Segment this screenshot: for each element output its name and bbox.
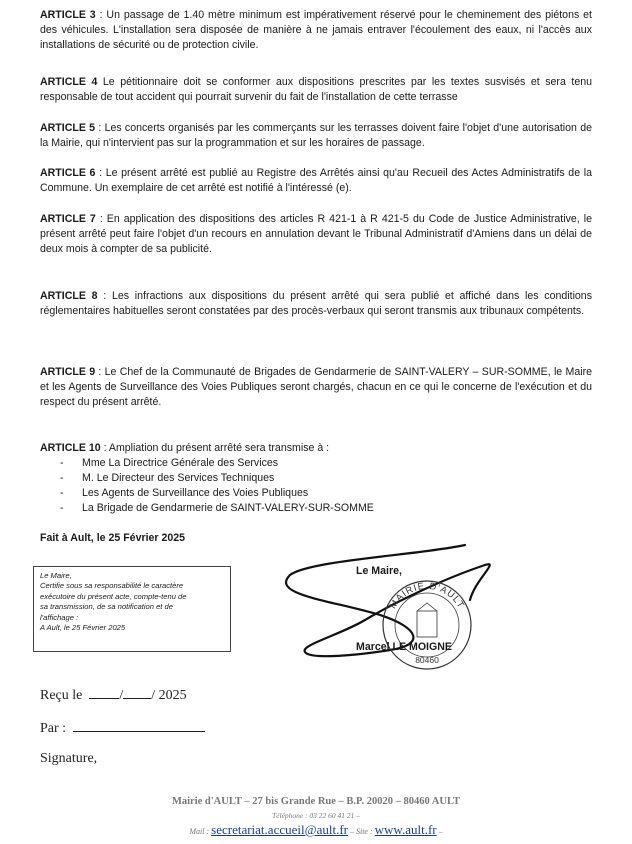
article-8 xyxy=(40,289,592,319)
article-6-number: ARTICLE 6 xyxy=(40,167,96,179)
received-by-label: Par : xyxy=(40,721,67,736)
certification-line: l'affichage : xyxy=(40,612,79,622)
article-10-number: ARTICLE 10 xyxy=(40,442,101,454)
article-3 xyxy=(40,8,592,53)
signatory-first-name: Marcel xyxy=(356,641,393,653)
place-date: Fait à Ault, le 25 Février 2025 xyxy=(40,532,186,544)
mail-label: Mail : xyxy=(189,827,212,836)
received-separator: / xyxy=(119,688,124,703)
footer-address: Mairie d'AULT – 27 bis Grande Rue – B.P. 20020 – 80460 AULT xyxy=(171,796,461,807)
article-4 xyxy=(40,75,592,105)
signatory-name xyxy=(356,641,452,653)
list-item: - Mme La Directrice Générale des Services xyxy=(60,456,374,471)
received-by-line xyxy=(40,719,205,737)
article-9 xyxy=(40,365,592,410)
certification-line: Certifie sous sa responsabilité le caractère xyxy=(40,581,184,591)
site-link[interactable]: www.ault.fr xyxy=(374,822,437,837)
list-item: - M. Le Directeur des Services Techniques xyxy=(60,471,374,486)
article-7 xyxy=(40,212,592,257)
received-day-field[interactable] xyxy=(89,686,119,699)
certification-box xyxy=(33,566,231,652)
list-item: - La Brigade de Gendarmerie de SAINT-VALERY-SUR-SOMME xyxy=(60,501,374,516)
list-item: - Les Agents de Surveillance des Voies Publiques xyxy=(60,486,374,501)
signature-label: Signature, xyxy=(40,751,98,766)
article-5 xyxy=(40,121,592,151)
article-9-text: : Le Chef de la Communauté de Brigades de Gendarmerie de SAINT-VALERY – SUR-SOMME, le Maire et les Agents de Surveillance des Voies Publiques seront chargés, chacun en ce qui le concerne de l'exécution et du respect du présent arrêté. xyxy=(40,366,592,408)
article-4-number: ARTICLE 4 xyxy=(40,76,98,88)
footer-tail: – xyxy=(436,827,443,836)
mail-link[interactable]: secretariat.accueil@ault.fr xyxy=(211,822,348,837)
stamp-code: 80460 xyxy=(415,655,439,665)
footer-phone: Téléphone : 03 22 60 41 21 – xyxy=(271,811,361,820)
article-4-text: Le pétitionnaire doit se conformer aux dispositions prescrites par les textes susvisés et sera tenu responsable de tout accident qui pourrait survenir du fait de l'installation de cette terrasse xyxy=(40,76,592,103)
certification-line: A Ault, le 25 Février 2025 xyxy=(40,623,126,633)
article-6 xyxy=(40,166,592,196)
signatory-last-name: LE MOIGNE xyxy=(392,641,452,653)
article-7-number: ARTICLE 7 xyxy=(40,213,96,225)
svg-text:MAIRIE D'AULT xyxy=(388,581,467,611)
signatory-title: Le Maire, xyxy=(356,565,402,577)
signature-and-stamp xyxy=(270,540,510,685)
received-by-field[interactable] xyxy=(73,719,205,732)
received-date-line xyxy=(40,686,187,704)
certification-line: exécutoire du présent acte, compte-tenu de xyxy=(40,591,187,601)
received-year: / 2025 xyxy=(151,688,187,703)
site-label: – Site : xyxy=(347,827,375,836)
article-8-text: : Les infractions aux dispositions du présent arrêté qui sera publié et affiché dans les conditions réglementaires habituelles seront constatées par des procès-verbaux qui seront transmis aux tribunaux compétents. xyxy=(40,290,592,317)
article-8-number: ARTICLE 8 xyxy=(40,290,98,302)
stamp-text: MAIRIE D'AULT xyxy=(387,580,467,611)
certification-line: sa transmission, de sa notification et de xyxy=(40,602,173,612)
received-month-field[interactable] xyxy=(123,686,151,699)
town-hall-stamp xyxy=(383,581,471,669)
article-5-number: ARTICLE 5 xyxy=(40,122,96,134)
article-5-text: : Les concerts organisés par les commerçants sur les terrasses doivent faire l'objet d'une autorisation de la Mairie, qui n'intervient pas sur la programmation et sur les horaires de passage. xyxy=(40,122,592,149)
article-6-text: : Le présent arrêté est publié au Registre des Arrêtés ainsi qu'au Recueil des Actes Administratifs de la Commune. Un exemplaire de cet arrêté est notifié à l'intéressé (e). xyxy=(40,167,592,194)
article-10-text: : Ampliation du présent arrêté sera transmise à : xyxy=(100,442,330,454)
certification-line: Le Maire, xyxy=(40,571,72,580)
article-10 xyxy=(40,441,592,456)
article-3-number: ARTICLE 3 xyxy=(40,9,96,21)
article-3-text: : Un passage de 1.40 mètre minimum est impérativement réservé pour le cheminement des piétons et des véhicules. L'installation sera disposée de manière à ne jamais entraver l'écoulement des eaux, ni l'accès aux installations de sécurité ou de protection civile. xyxy=(40,9,592,51)
ampliation-list xyxy=(60,456,374,516)
article-7-text: : En application des dispositions des articles R 421-1 à R 421-5 du Code de Justice Administrative, le présent arrêté peut faire l'objet d'un recours en annulation devant le Tribunal Administratif d'Amiens dans un délai de deux mois à compter de sa publicité. xyxy=(40,213,592,255)
received-label: Reçu le xyxy=(40,688,83,703)
footer-contact xyxy=(0,822,632,838)
article-9-number: ARTICLE 9 xyxy=(40,366,96,378)
